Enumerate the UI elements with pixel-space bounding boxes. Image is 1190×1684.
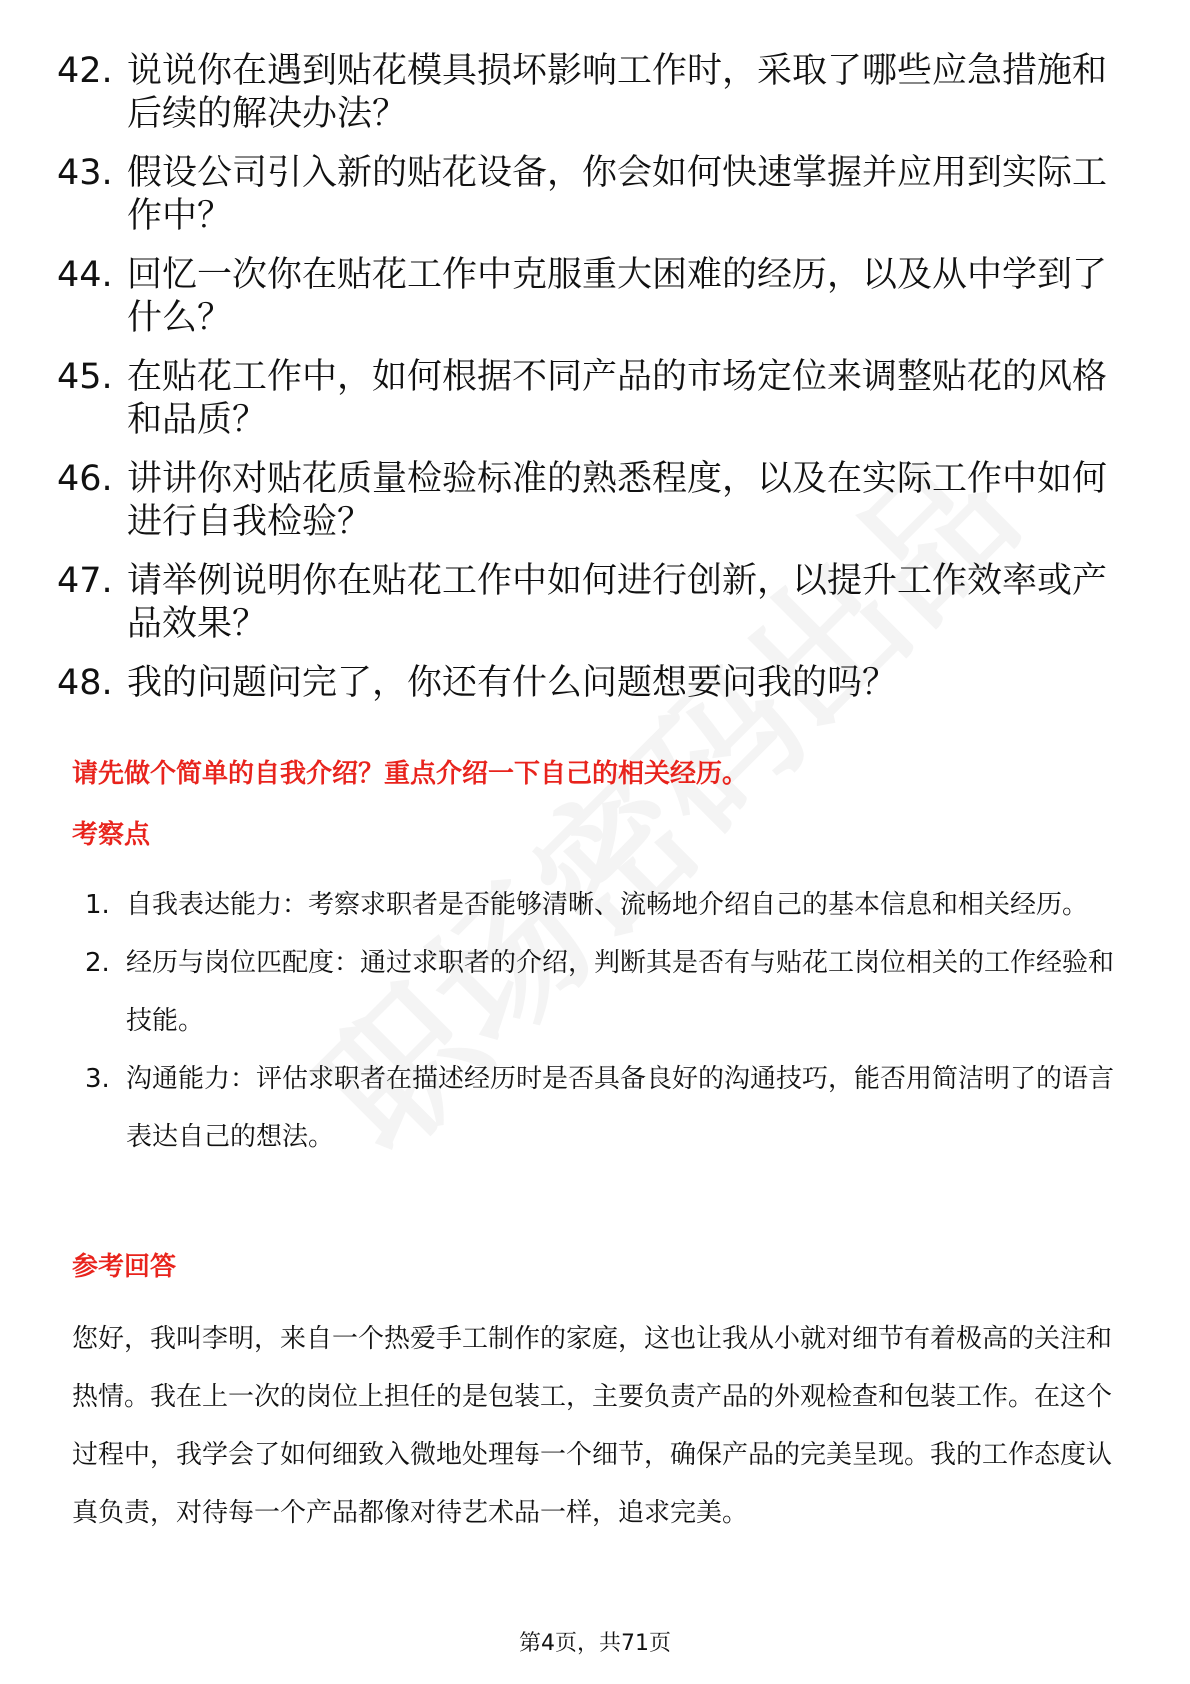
question-number: 47.: [57, 561, 113, 601]
focus-point-item: [85, 876, 1125, 934]
focus-point-number: 1.: [85, 890, 110, 920]
question-item: [57, 356, 1137, 442]
focus-point-number: 2.: [85, 948, 110, 978]
question-text: 讲讲你对贴花质量检验标准的熟悉程度，以及在实际工作中如何进行自我检验？: [127, 459, 1108, 542]
question-item: [57, 254, 1137, 340]
focus-point-item: [85, 934, 1125, 1050]
question-number: 46.: [57, 459, 113, 499]
focus-points-list: [85, 876, 1125, 1166]
question-text: 我的问题问完了，你还有什么问题想要问我的吗？: [127, 663, 898, 703]
focus-point-text: 经历与岗位匹配度：通过求职者的介绍，判断其是否有与贴花工岗位相关的工作经验和技能。: [126, 948, 1115, 1036]
question-number: 45.: [57, 357, 113, 397]
question-list: [57, 50, 1137, 721]
focus-point-text: 沟通能力：评估求职者在描述经历时是否具备良好的沟通技巧，能否用简洁明了的语言表达自己的想法。: [126, 1064, 1115, 1152]
question-number: 43.: [57, 153, 113, 193]
focus-point-number: 3.: [85, 1064, 110, 1094]
focus-points-heading: 考察点: [72, 820, 151, 850]
question-item: [57, 152, 1137, 238]
question-text: 假设公司引入新的贴花设备，你会如何快速掌握并应用到实际工作中？: [127, 153, 1108, 236]
question-text: 在贴花工作中，如何根据不同产品的市场定位来调整贴花的风格和品质？: [127, 357, 1108, 440]
main-question-heading: 请先做个简单的自我介绍？重点介绍一下自己的相关经历。: [72, 759, 749, 789]
question-text: 回忆一次你在贴花工作中克服重大困难的经历，以及从中学到了什么？: [127, 255, 1108, 338]
focus-point-text: 自我表达能力：考察求职者是否能够清晰、流畅地介绍自己的基本信息和相关经历。: [126, 890, 1089, 920]
question-number: 48.: [57, 663, 113, 703]
question-item: [57, 50, 1137, 136]
focus-point-item: [85, 1050, 1125, 1166]
question-text: 请举例说明你在贴花工作中如何进行创新，以提升工作效率或产品效果？: [127, 561, 1108, 644]
question-item: [57, 560, 1137, 646]
question-item: [57, 662, 1137, 705]
question-text: 说说你在遇到贴花模具损坏影响工作时，采取了哪些应急措施和后续的解决办法？: [127, 51, 1108, 134]
question-number: 42.: [57, 51, 113, 91]
page-footer: 第4页，共71页: [519, 1631, 671, 1656]
reference-answer-heading: 参考回答: [72, 1252, 177, 1282]
question-number: 44.: [57, 255, 113, 295]
reference-answer-text: 您好，我叫李明，来自一个热爱手工制作的家庭，这也让我从小就对细节有着极高的关注和热情。我在上一次的岗位上担任的是包装工，主要负责产品的外观检查和包装工作。在这个过程中，我学会了如何细致入微地处理每一个细节，确保产品的完美呈现。我的工作态度认真负责，对待每一个产品都像对待艺术品一样，追求完美。: [72, 1324, 1113, 1528]
question-item: [57, 458, 1137, 544]
